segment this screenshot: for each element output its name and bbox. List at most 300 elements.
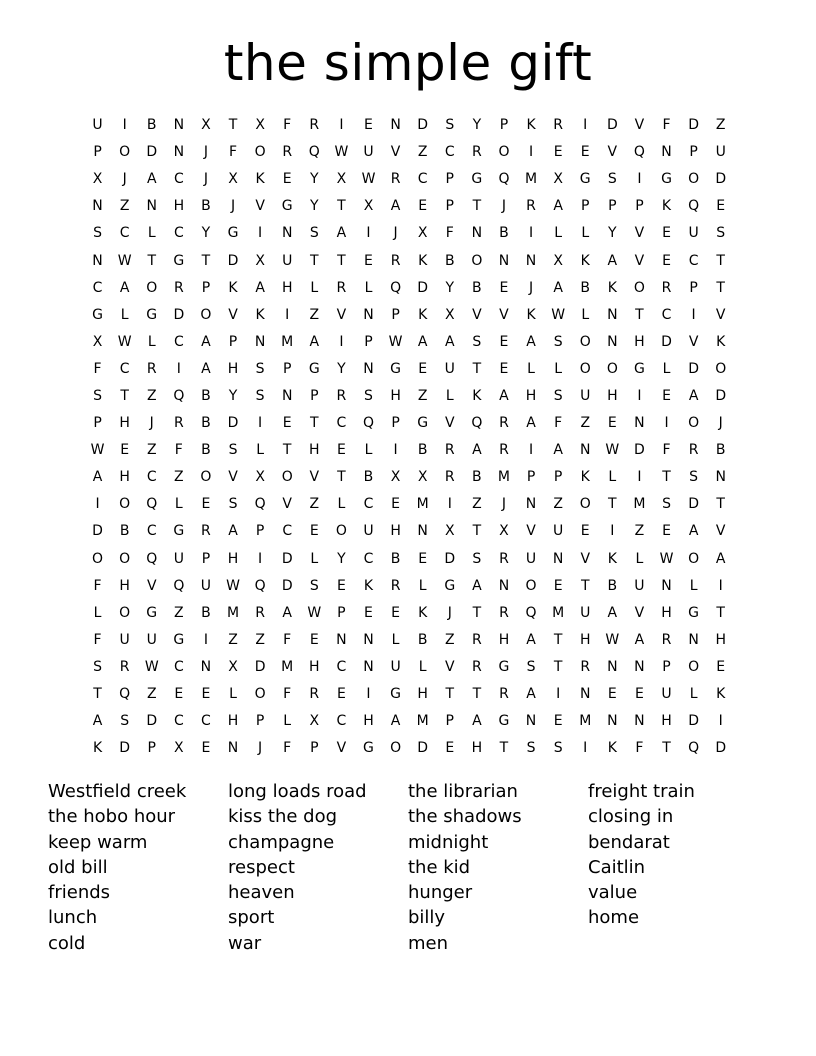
grid-letter: J — [122, 171, 127, 188]
grid-letter: A — [472, 713, 482, 730]
grid-letter: C — [661, 306, 672, 323]
grid-letter: V — [715, 306, 726, 323]
grid-letter: T — [147, 252, 157, 269]
grid-letter: B — [444, 252, 455, 269]
grid-letter: H — [390, 387, 401, 404]
grid-letter: Y — [228, 387, 238, 404]
grid-letter: H — [227, 360, 239, 377]
grid-letter: Z — [228, 631, 238, 648]
grid-letter: N — [363, 658, 374, 675]
grid-letter: O — [200, 306, 212, 323]
grid-letter: X — [363, 198, 374, 215]
grid-letter: L — [554, 225, 563, 242]
grid-letter: N — [173, 144, 185, 161]
grid-letter: K — [661, 198, 672, 215]
grid-letter: M — [226, 604, 240, 621]
grid-letter: C — [173, 658, 184, 675]
grid-letter: L — [689, 686, 698, 703]
grid-letter: G — [92, 306, 103, 323]
grid-letter: S — [472, 550, 482, 567]
grid-letter: P — [635, 198, 644, 215]
grid-row — [84, 654, 734, 681]
grid-letter: I — [691, 306, 696, 323]
grid-letter: P — [553, 469, 563, 486]
grid-letter: Q — [146, 550, 158, 567]
grid-letter: O — [146, 279, 158, 296]
grid-letter: Z — [417, 144, 428, 161]
grid-letter: Q — [688, 198, 700, 215]
grid-letter: D — [146, 144, 158, 161]
grid-letter: W — [361, 171, 376, 188]
word-list-item: closing in — [588, 806, 674, 828]
grid-letter: N — [363, 306, 374, 323]
grid-letter: H — [173, 198, 185, 215]
grid-letter: H — [634, 333, 645, 350]
grid-row — [84, 681, 734, 708]
grid-row — [84, 573, 734, 600]
grid-letter: I — [258, 550, 263, 567]
grid-letter: R — [146, 360, 157, 377]
grid-letter: D — [634, 442, 645, 459]
grid-letter: I — [176, 360, 181, 377]
grid-letter: V — [228, 469, 238, 486]
grid-letter: S — [716, 225, 726, 242]
grid-letter: P — [445, 713, 454, 730]
grid-letter: S — [228, 496, 238, 513]
grid-letter: H — [471, 740, 483, 757]
grid-letter: O — [688, 658, 700, 675]
grid-letter: R — [499, 686, 509, 703]
grid-letter: P — [391, 306, 400, 323]
grid-letter: Q — [390, 279, 402, 296]
grid-letter: A — [688, 387, 699, 404]
grid-letter: E — [201, 496, 211, 513]
grid-letter: I — [556, 686, 561, 703]
grid-letter: E — [607, 415, 617, 432]
grid-letter: E — [418, 550, 428, 567]
grid-letter: N — [173, 117, 185, 134]
grid-letter: U — [92, 117, 103, 134]
grid-letter: G — [146, 604, 158, 621]
grid-letter: N — [607, 306, 618, 323]
grid-letter: N — [525, 713, 537, 730]
grid-letter: K — [607, 279, 617, 296]
grid-letter: N — [634, 658, 645, 675]
grid-letter: B — [715, 442, 726, 459]
grid-letter: N — [607, 333, 618, 350]
grid-letter: C — [688, 252, 699, 269]
grid-letter: S — [364, 387, 373, 404]
grid-letter: U — [580, 604, 591, 621]
grid-letter: N — [146, 198, 157, 215]
grid-letter: P — [526, 469, 536, 486]
grid-letter: P — [93, 144, 102, 161]
grid-letter: S — [93, 387, 102, 404]
grid-letter: U — [634, 577, 645, 594]
grid-letter: E — [662, 387, 671, 404]
word-list-item: the librarian — [408, 781, 518, 802]
grid-letter: R — [471, 631, 482, 648]
grid-letter: B — [580, 279, 591, 296]
grid-letter: E — [553, 144, 563, 161]
grid-letter: X — [336, 171, 347, 188]
grid-letter: G — [417, 415, 429, 432]
grid-letter: W — [659, 550, 674, 567]
grid-letter: O — [92, 550, 104, 567]
grid-letter: D — [444, 550, 456, 567]
grid-letter: V — [336, 740, 347, 757]
grid-letter: H — [119, 469, 130, 486]
grid-letter: T — [472, 604, 482, 621]
grid-row — [84, 139, 734, 166]
grid-letter: E — [662, 523, 671, 540]
grid-letter: N — [498, 577, 510, 594]
word-list-item: the shadows — [408, 806, 522, 828]
grid-letter: A — [607, 252, 618, 269]
grid-letter: P — [391, 415, 400, 432]
grid-letter: F — [174, 442, 183, 459]
grid-letter: H — [363, 713, 374, 730]
grid-letter: Q — [362, 415, 374, 432]
grid-letter: O — [471, 252, 483, 269]
grid-letter: C — [282, 523, 293, 540]
grid-letter: E — [716, 658, 726, 675]
grid-letter: F — [662, 442, 671, 459]
grid-letter: C — [336, 658, 347, 675]
grid-letter: X — [553, 171, 563, 188]
grid-letter: N — [471, 225, 483, 242]
grid-letter: N — [634, 713, 645, 730]
grid-letter: V — [634, 225, 645, 242]
grid-letter: B — [201, 198, 211, 215]
grid-letter: T — [120, 387, 129, 404]
grid-letter: M — [416, 496, 429, 513]
grid-letter: Q — [254, 577, 266, 594]
grid-letter: P — [93, 415, 102, 432]
word-list-item: respect — [228, 856, 295, 878]
grid-letter: P — [499, 117, 509, 134]
grid-letter: B — [417, 442, 428, 459]
grid-letter: R — [444, 469, 455, 486]
grid-letter: U — [282, 252, 293, 269]
grid-letter: O — [119, 144, 131, 161]
grid-letter: U — [173, 550, 184, 567]
grid-letter: Q — [254, 496, 266, 513]
grid-letter: U — [661, 686, 672, 703]
grid-letter: W — [605, 631, 620, 648]
grid-letter: N — [417, 523, 428, 540]
grid-letter: H — [119, 577, 130, 594]
grid-letter: O — [525, 577, 537, 594]
grid-letter: B — [390, 550, 401, 567]
grid-letter: M — [633, 496, 646, 513]
grid-letter: L — [554, 360, 563, 377]
grid-letter: E — [553, 577, 563, 594]
grid-letter: T — [310, 252, 319, 269]
grid-letter: M — [281, 333, 294, 350]
grid-letter: V — [634, 604, 645, 621]
grid-letter: R — [580, 658, 591, 675]
grid-letter: J — [203, 144, 208, 161]
grid-letter: G — [173, 523, 185, 540]
grid-letter: K — [607, 550, 617, 567]
grid-letter: K — [472, 387, 482, 404]
grid-letter: R — [661, 631, 672, 648]
grid-letter: R — [444, 442, 455, 459]
grid-letter: C — [119, 360, 130, 377]
grid-letter: T — [472, 523, 482, 540]
grid-letter: N — [552, 550, 564, 567]
grid-letter: P — [445, 171, 454, 188]
grid-letter: I — [366, 686, 371, 703]
grid-letter: R — [309, 117, 320, 134]
grid-letter: X — [174, 740, 184, 757]
grid-letter: L — [445, 387, 454, 404]
grid-letter: X — [444, 306, 455, 323]
grid-letter: S — [120, 713, 130, 730]
grid-letter: E — [418, 198, 428, 215]
grid-letter: V — [715, 523, 726, 540]
grid-letter: I — [258, 225, 263, 242]
grid-letter: P — [282, 360, 292, 377]
grid-row — [84, 708, 734, 735]
grid-letter: R — [471, 658, 482, 675]
grid-letter: N — [281, 225, 293, 242]
grid-letter: K — [363, 577, 374, 594]
grid-letter: S — [93, 225, 102, 242]
grid-letter: S — [526, 658, 536, 675]
grid-letter: A — [201, 333, 211, 350]
grid-row — [84, 518, 734, 545]
grid-letter: E — [364, 604, 373, 621]
grid-letter: O — [579, 360, 591, 377]
grid-letter: K — [580, 252, 590, 269]
page-title: the simple gift — [223, 34, 593, 92]
grid-letter: I — [122, 117, 127, 134]
grid-letter: D — [254, 658, 266, 675]
word-list — [48, 779, 768, 956]
grid-letter: J — [203, 171, 208, 188]
grid-letter: E — [282, 415, 292, 432]
grid-letter: U — [444, 360, 455, 377]
grid-letter: K — [526, 306, 536, 323]
grid-row — [84, 546, 734, 573]
word-list-item: champagne — [228, 831, 335, 853]
grid-letter: D — [146, 713, 158, 730]
grid-letter: N — [525, 496, 537, 513]
grid-letter: U — [363, 523, 374, 540]
grid-letter: K — [92, 740, 103, 757]
grid-row — [84, 410, 734, 437]
grid-letter: S — [255, 387, 265, 404]
grid-letter: E — [662, 252, 671, 269]
grid-letter: Z — [146, 387, 157, 404]
grid-letter: A — [309, 333, 320, 350]
grid-letter: E — [309, 523, 319, 540]
grid-letter: T — [445, 686, 455, 703]
grid-letter: D — [173, 306, 185, 323]
word-list-item: kiss the dog — [228, 806, 338, 828]
grid-letter: N — [525, 252, 537, 269]
grid-letter: X — [417, 469, 428, 486]
grid-letter: A — [526, 415, 536, 432]
grid-letter: U — [553, 523, 564, 540]
grid-letter: H — [715, 631, 726, 648]
word-column — [48, 779, 228, 956]
grid-letter: O — [254, 144, 266, 161]
grid-letter: R — [499, 550, 509, 567]
grid-letter: S — [255, 360, 265, 377]
grid-letter: P — [201, 550, 211, 567]
grid-letter: O — [688, 415, 700, 432]
grid-letter: H — [119, 415, 130, 432]
grid-letter: X — [201, 117, 211, 134]
grid-letter: N — [634, 415, 645, 432]
grid-letter: I — [637, 171, 642, 188]
grid-letter: P — [608, 198, 617, 215]
grid-letter: M — [416, 713, 429, 730]
grid-letter: K — [716, 333, 726, 350]
grid-letter: C — [92, 279, 103, 296]
grid-letter: C — [173, 225, 184, 242]
grid-letter: D — [417, 117, 429, 134]
grid-letter: V — [526, 523, 536, 540]
grid-letter: A — [390, 198, 401, 215]
grid-letter: S — [553, 333, 563, 350]
grid-letter: G — [146, 306, 158, 323]
grid-letter: D — [715, 740, 727, 757]
grid-letter: D — [281, 577, 293, 594]
grid-letter: E — [553, 713, 563, 730]
grid-letter: C — [336, 415, 347, 432]
grid-letter: Z — [255, 631, 265, 648]
grid-letter: A — [526, 686, 536, 703]
grid-letter: R — [336, 387, 347, 404]
grid-letter: E — [201, 740, 211, 757]
grid-letter: K — [418, 604, 428, 621]
grid-letter: Y — [310, 171, 319, 188]
grid-letter: B — [417, 631, 428, 648]
grid-letter: R — [688, 442, 699, 459]
grid-letter: R — [390, 252, 401, 269]
grid-letter: R — [390, 577, 401, 594]
grid-letter: K — [255, 306, 265, 323]
grid-letter: E — [364, 117, 373, 134]
grid-letter: H — [498, 631, 510, 648]
grid-letter: M — [525, 171, 538, 188]
grid-letter: Q — [525, 604, 537, 621]
grid-letter: I — [610, 523, 615, 540]
grid-letter: U — [363, 144, 374, 161]
grid-letter: E — [364, 252, 373, 269]
word-list-item: hunger — [408, 882, 473, 904]
grid-letter: Y — [201, 225, 211, 242]
grid-letter: B — [201, 415, 211, 432]
grid-row — [84, 329, 734, 356]
grid-letter: H — [281, 279, 293, 296]
grid-letter: G — [498, 658, 510, 675]
grid-letter: H — [579, 631, 591, 648]
grid-letter: Y — [310, 198, 319, 215]
grid-letter: H — [390, 523, 401, 540]
grid-letter: R — [173, 415, 184, 432]
grid-letter: N — [390, 117, 401, 134]
grid-letter: O — [200, 469, 212, 486]
grid-letter: I — [339, 117, 344, 134]
grid-letter: J — [230, 198, 236, 215]
grid-letter: E — [391, 496, 400, 513]
grid-letter: R — [499, 415, 509, 432]
grid-letter: L — [120, 306, 129, 323]
grid-letter: B — [607, 577, 618, 594]
grid-letter: T — [337, 252, 346, 269]
grid-letter: T — [662, 740, 671, 757]
grid-letter: T — [662, 469, 671, 486]
grid-letter: L — [581, 306, 590, 323]
grid-letter: O — [498, 144, 510, 161]
grid-letter: O — [579, 496, 591, 513]
grid-letter: D — [661, 333, 672, 350]
grid-letter: Q — [146, 496, 158, 513]
grid-letter: W — [605, 442, 620, 459]
grid-letter: G — [173, 631, 185, 648]
grid-letter: E — [499, 360, 509, 377]
word-list-item: home — [588, 907, 640, 929]
grid-letter: T — [635, 306, 644, 323]
grid-letter: N — [281, 387, 293, 404]
grid-letter: T — [553, 631, 563, 648]
grid-letter: L — [310, 279, 319, 296]
grid-letter: G — [363, 740, 374, 757]
grid-letter: S — [93, 658, 102, 675]
grid-letter: E — [607, 686, 617, 703]
word-list-item: heaven — [228, 882, 295, 904]
grid-letter: O — [715, 360, 727, 377]
grid-letter: U — [146, 631, 157, 648]
word-list-item: value — [588, 882, 638, 904]
grid-letter: J — [393, 225, 398, 242]
word-list-item: men — [408, 932, 449, 954]
grid-letter: A — [553, 198, 563, 215]
grid-letter: K — [228, 279, 238, 296]
grid-letter: W — [388, 333, 403, 350]
grid-letter: U — [688, 225, 699, 242]
grid-letter: I — [285, 306, 290, 323]
grid-letter: N — [715, 469, 726, 486]
grid-letter: I — [447, 496, 452, 513]
grid-letter: V — [580, 550, 591, 567]
grid-letter: O — [688, 550, 700, 567]
grid-letter: P — [364, 333, 373, 350]
grid-letter: J — [149, 415, 154, 432]
grid-letter: R — [553, 117, 563, 134]
grid-letter: S — [472, 333, 482, 350]
grid-letter: L — [174, 496, 183, 513]
grid-letter: E — [499, 333, 509, 350]
grid-letter: L — [147, 225, 156, 242]
grid-letter: Y — [608, 225, 617, 242]
grid-letter: E — [336, 442, 346, 459]
grid-letter: Z — [472, 496, 482, 513]
grid-row — [84, 220, 734, 247]
grid-letter: Z — [146, 686, 157, 703]
grid-letter: Z — [553, 496, 563, 513]
grid-letter: H — [227, 713, 239, 730]
grid-letter: D — [688, 713, 699, 730]
grid-letter: M — [497, 469, 510, 486]
grid-letter: A — [336, 225, 347, 242]
grid-letter: A — [553, 442, 563, 459]
